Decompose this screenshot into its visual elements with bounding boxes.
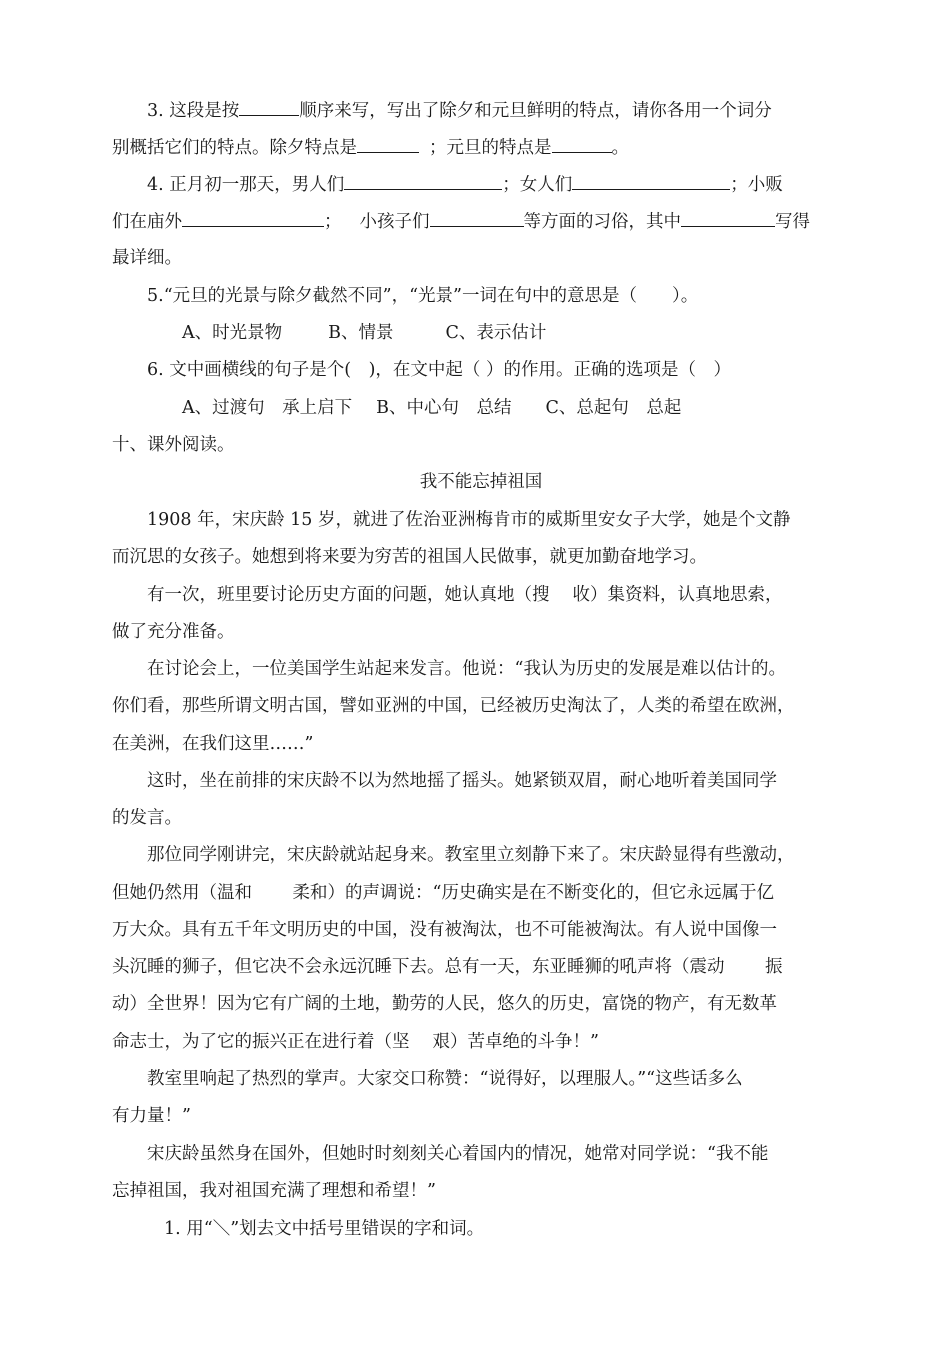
q4-line3: 最详细。 bbox=[112, 248, 182, 268]
passage-line: 1908 年，宋庆龄 15 岁，就进了佐治亚洲梅肯市的威斯里安女子大学，她是个文静 bbox=[147, 510, 791, 530]
passage-line: 动）全世界！因为它有广阔的土地，勤劳的人民，悠久的历史，富饶的物产，有无数革 bbox=[112, 994, 777, 1014]
q5-option-c[interactable]: C、表示估计 bbox=[445, 323, 547, 343]
passage-line: 万大众。具有五千年文明历史的中国，没有被淘汰，也不可能被淘汰。有人说中国像一 bbox=[112, 920, 777, 940]
passage-title: 我不能忘掉祖国 bbox=[419, 472, 543, 492]
q3-text-a: 3. 这段是按 bbox=[147, 101, 240, 121]
passage-line: 有一次，班里要讨论历史方面的问题，她认真地（搜 收）集资料，认真地思索， bbox=[147, 585, 783, 605]
passage-line: 你们看，那些所谓文明古国，譬如亚洲的中国，已经被历史淘汰了，人类的希望在欧洲， bbox=[112, 696, 795, 716]
q3-blank-yuandan[interactable] bbox=[552, 134, 612, 153]
q6-option-b[interactable]: B、中心句 总结 bbox=[376, 398, 512, 418]
q4-text-f: 小孩子们 bbox=[359, 212, 430, 232]
q4-blank-children[interactable] bbox=[430, 208, 524, 227]
passage-line: 有力量！” bbox=[112, 1106, 191, 1126]
q3-text-d: ；元旦的特点是 bbox=[429, 138, 552, 158]
q4-blank-detail[interactable] bbox=[681, 208, 775, 227]
q4-blank-women[interactable] bbox=[572, 171, 730, 190]
q4-blank-vendors[interactable] bbox=[182, 208, 324, 227]
q3-text-e: 。 bbox=[611, 138, 629, 158]
passage-line: 那位同学刚讲完，宋庆龄就站起身来。教室里立刻静下来了。宋庆龄显得有些激动， bbox=[147, 845, 795, 865]
q4-text-h: 写得 bbox=[775, 212, 810, 232]
q3-line1 bbox=[147, 97, 885, 124]
q6-option-a[interactable]: A、过渡句 承上启下 bbox=[182, 398, 353, 418]
q4-text-g: 等方面的习俗，其中 bbox=[523, 212, 681, 232]
q4-line1 bbox=[147, 171, 885, 198]
q4-line2 bbox=[112, 208, 850, 235]
passage-line: 在讨论会上，一位美国学生站起来发言。他说：“我认为历史的发展是难以估计的。 bbox=[147, 659, 786, 679]
q5-option-a[interactable]: A、时光景物 bbox=[182, 323, 283, 343]
passage-line: 这时，坐在前排的宋庆龄不以为然地摇了摇头。她紧锁双眉，耐心地听着美国同学 bbox=[147, 771, 777, 791]
passage-line: 在美洲，在我们这里……” bbox=[112, 734, 314, 754]
passage-line: 教室里响起了热烈的掌声。大家交口称赞：“说得好，以理服人。”“这些话多么 bbox=[147, 1069, 743, 1089]
q4-text-b: ；女人们 bbox=[502, 175, 573, 195]
q4-text-e: ； bbox=[324, 212, 342, 232]
q5-option-b[interactable]: B、情景 bbox=[328, 323, 394, 343]
q3-blank-chuxi[interactable] bbox=[357, 134, 419, 153]
followup-q1: 1. 用“＼”划去文中括号里错误的字和词。 bbox=[164, 1219, 485, 1239]
q4-text-d: 们在庙外 bbox=[112, 212, 182, 232]
q4-text-c: ；小贩 bbox=[730, 175, 783, 195]
q6-option-c[interactable]: C、总起句 总起 bbox=[545, 398, 682, 418]
passage-line: 命志士，为了它的振兴正在进行着（坚 艰）苦卓绝的斗争！” bbox=[112, 1032, 600, 1052]
q4-text-a: 4. 正月初一那天，男人们 bbox=[147, 175, 345, 195]
q4-blank-men[interactable] bbox=[344, 171, 502, 190]
q6-stem: 6. 文中画横线的句子是个( )，在文中起（ ）的作用。正确的选项是（ ） bbox=[147, 360, 731, 380]
passage-line: 忘掉祖国，我对祖国充满了理想和希望！” bbox=[112, 1181, 436, 1201]
passage-line: 头沉睡的狮子，但它决不会永远沉睡下去。总有一天，东亚睡狮的吼声将（震动 振 bbox=[112, 957, 783, 977]
q3-text-c: 别概括它们的特点。除夕特点是 bbox=[112, 138, 357, 158]
passage-line: 做了充分准备。 bbox=[112, 622, 235, 642]
q3-blank-order[interactable] bbox=[239, 97, 299, 116]
q3-line2 bbox=[112, 134, 850, 161]
q5-options bbox=[182, 320, 920, 346]
passage-line: 的发言。 bbox=[112, 808, 182, 828]
passage-line: 而沉思的女孩子。她想到将来要为穷苦的祖国人民做事，就更加勤奋地学习。 bbox=[112, 547, 707, 567]
section-title: 十、课外阅读。 bbox=[112, 435, 235, 455]
q5-stem: 5.“元旦的光景与除夕截然不同”，“光景”一词在句中的意思是（ ）。 bbox=[147, 286, 699, 306]
q6-options bbox=[182, 395, 920, 421]
passage-line: 但她仍然用（温和 柔和）的声调说：“历史确实是在不断变化的，但它永远属于亿 bbox=[112, 883, 775, 903]
passage-line: 宋庆龄虽然身在国外，但她时时刻刻关心着国内的情况，她常对同学说：“我不能 bbox=[147, 1144, 769, 1164]
q3-text-b: 顺序来写，写出了除夕和元旦鲜明的特点，请你各用一个词分 bbox=[299, 101, 772, 121]
